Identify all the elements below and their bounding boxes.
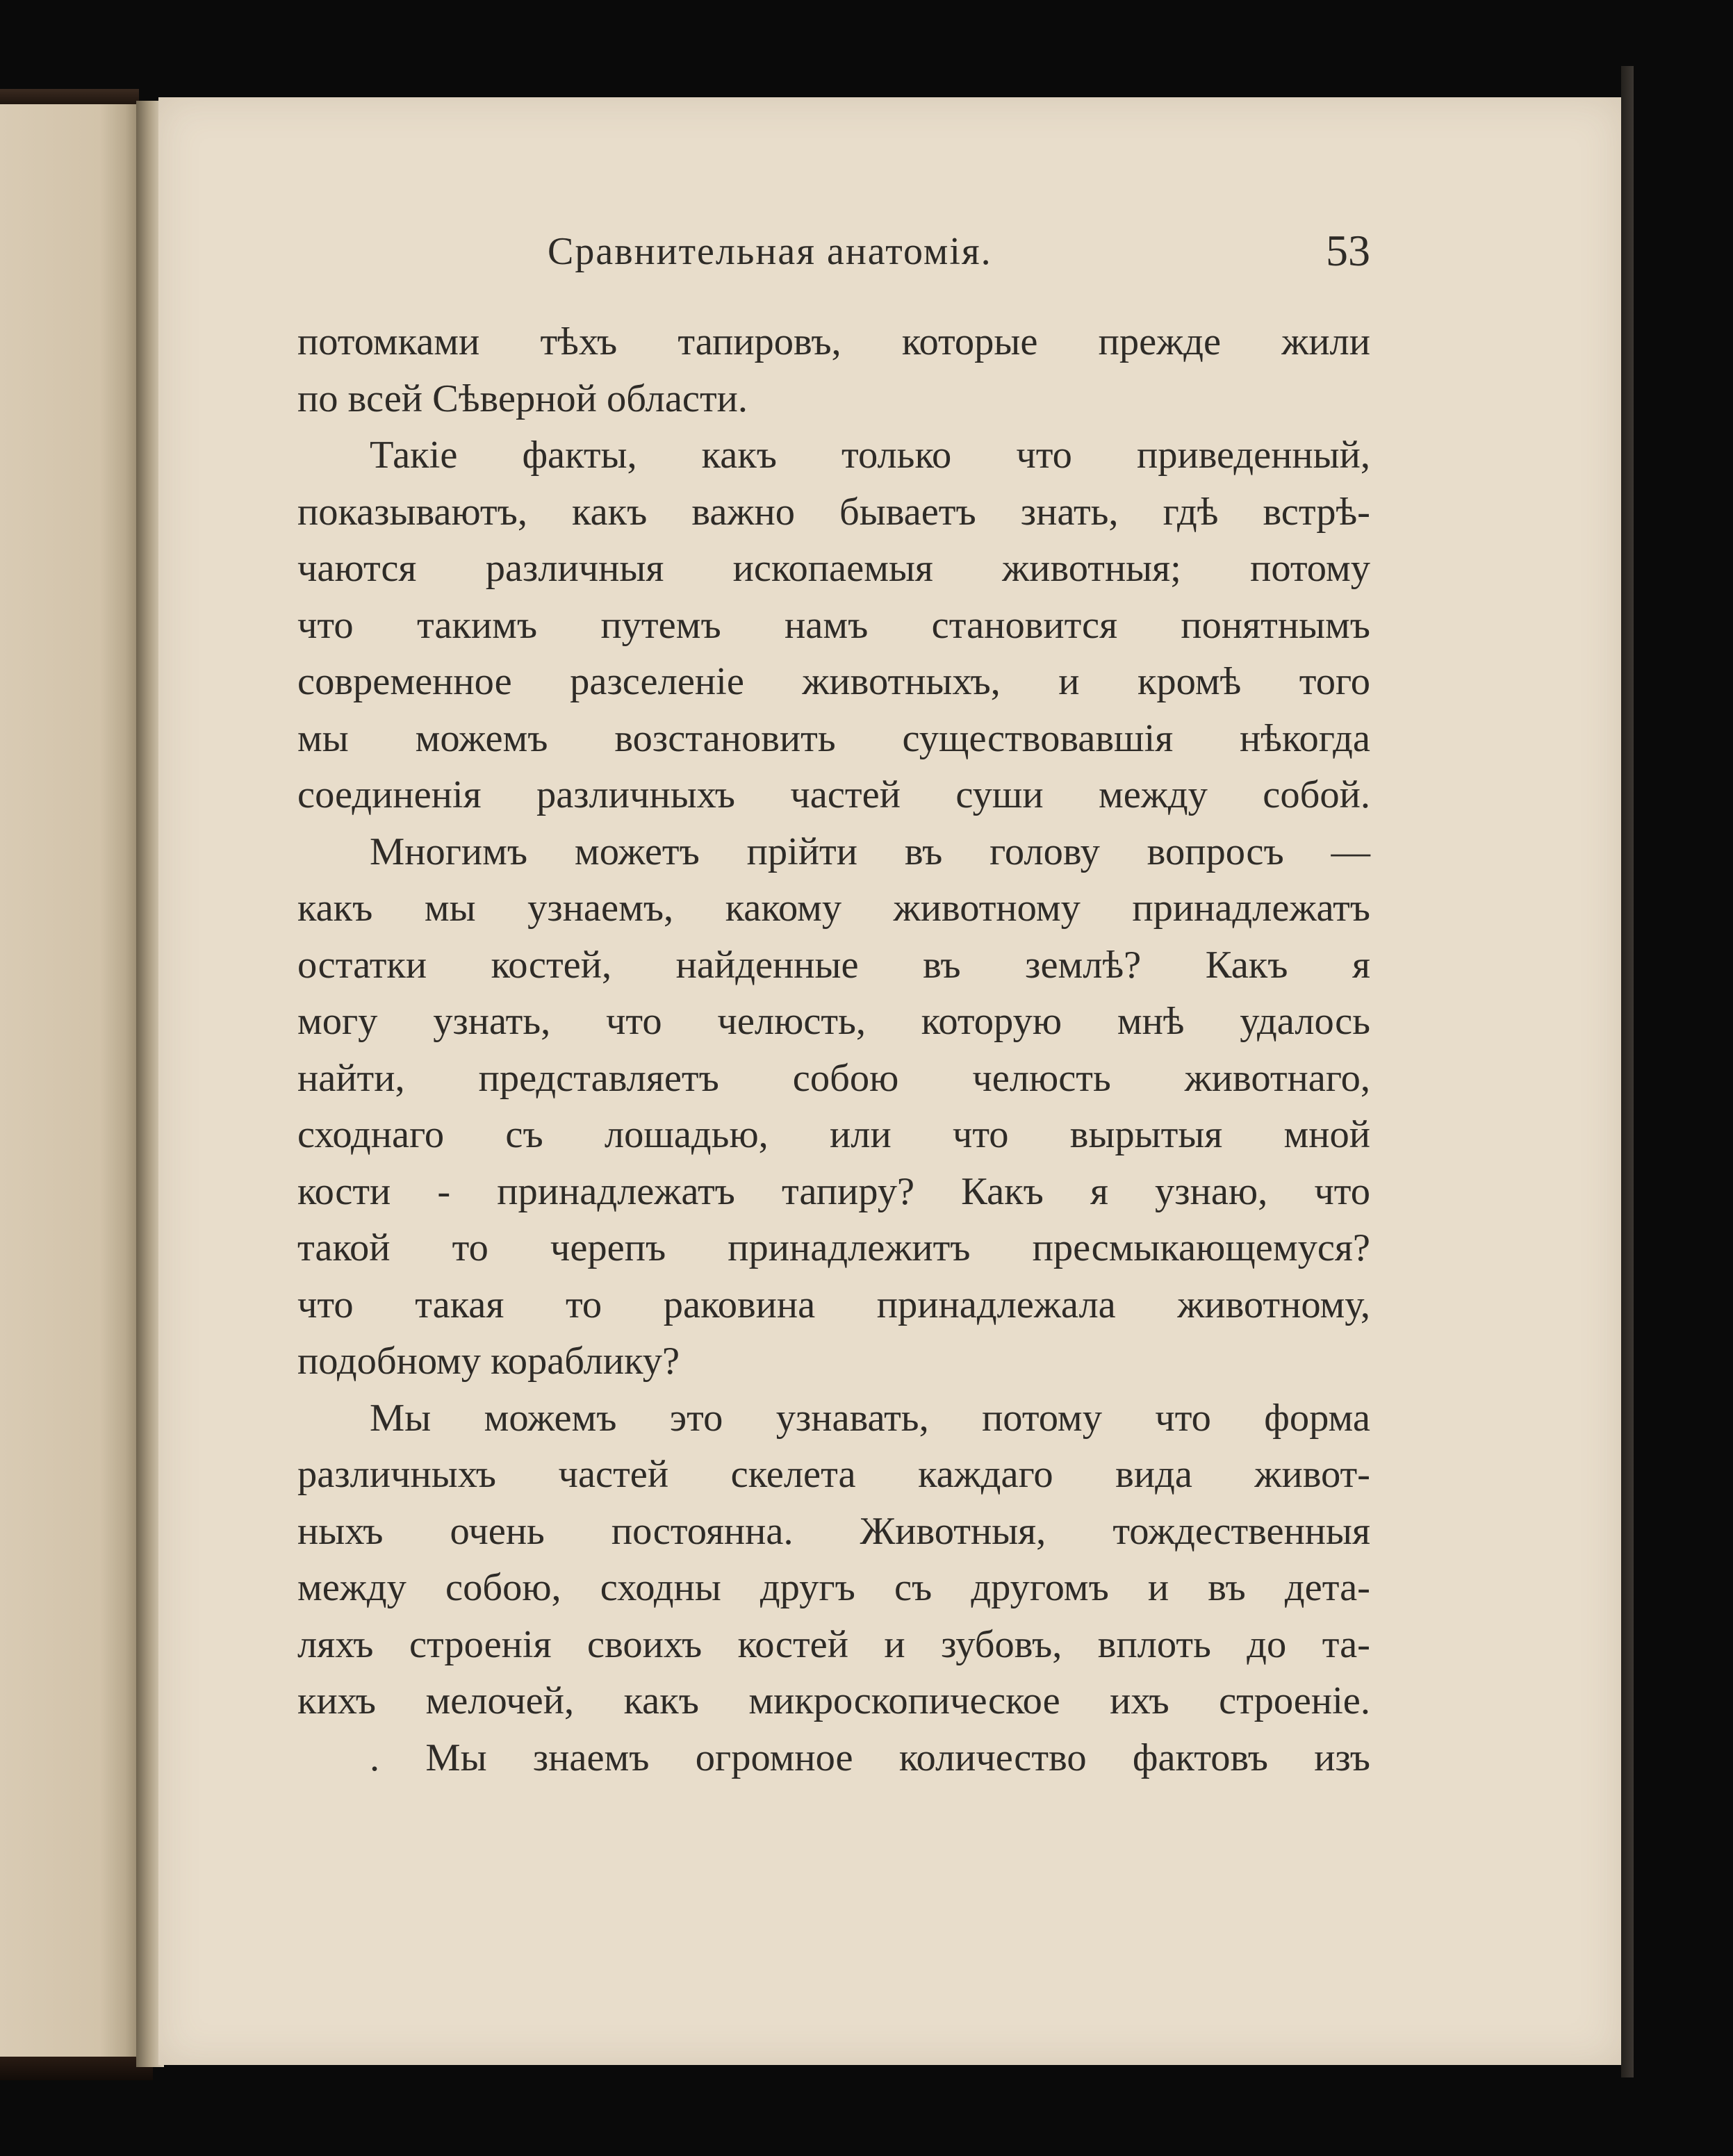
paragraph-first-line: . Мы знаемъ огромное количество фактовъ изъ (370, 1736, 1370, 1779)
left-page-edge (0, 104, 142, 2057)
text-line: мы можемъ возстановить существовавшія нѣкогда (297, 716, 1370, 760)
text-line: между собою, сходны другъ съ другомъ и въ дета- (297, 1566, 1370, 1609)
text-line: какъ мы узнаемъ, какому животному принадлежатъ (297, 887, 1370, 930)
running-title: Сравнительная анатомія. (548, 230, 992, 273)
text-line: современное разселеніе животныхъ, и кромѣ того (297, 660, 1370, 703)
text-line: что такимъ путемъ намъ становится понятнымъ (297, 603, 1370, 647)
page-number: 53 (1326, 226, 1370, 275)
text-line: что такая то раковина принадлежала животному, (297, 1283, 1370, 1326)
text-line: такой то черепъ принадлежитъ пресмыкающемуся? (297, 1226, 1370, 1269)
text-line: сходнаго съ лошадью, или что вырытыя мной (297, 1113, 1370, 1156)
text-line: чаются различныя ископаемыя животныя; потому (297, 547, 1370, 590)
text-line: показываютъ, какъ важно бываетъ знать, гдѣ встрѣ- (297, 490, 1370, 534)
paragraph-first-line: Такіе факты, какъ только что приведенный, (370, 434, 1370, 477)
text-line: по всей Сѣверной области. (297, 377, 748, 420)
paragraph-first-line: Многимъ можетъ прійти въ голову вопросъ — (370, 830, 1370, 873)
text-line: остатки костей, найденные въ землѣ? Какъ я (297, 943, 1370, 987)
page-header (297, 226, 1370, 299)
text-line: кости - принадлежатъ тапиру? Какъ я узнаю, что (297, 1169, 1370, 1213)
text-line: подобному кораблику? (297, 1340, 680, 1383)
text-line: соединенія различныхъ частей суши между собой. (297, 773, 1370, 816)
text-line: найти, представляетъ собою челюсть животнаго, (297, 1056, 1370, 1100)
text-line: ляхъ строенія своихъ костей и зубовъ, вплоть до та- (297, 1622, 1370, 1666)
text-line: кихъ мелочей, какъ микроскопическое ихъ строеніе. (297, 1679, 1370, 1722)
paragraph-first-line: Мы можемъ это узнавать, потому что форма (370, 1396, 1370, 1440)
page-edge-right (1621, 66, 1634, 2077)
text-line: различныхъ частей скелета каждаго вида живот- (297, 1453, 1370, 1496)
body-text (297, 314, 1370, 1786)
binding-edge-bottom (0, 2055, 153, 2080)
text-line: потомками тѣхъ тапировъ, которые прежде жили (297, 320, 1370, 363)
text-line: могу узнать, что челюсть, которую мнѣ удалось (297, 1000, 1370, 1043)
text-line: ныхъ очень постоянна. Животныя, тождественныя (297, 1509, 1370, 1553)
